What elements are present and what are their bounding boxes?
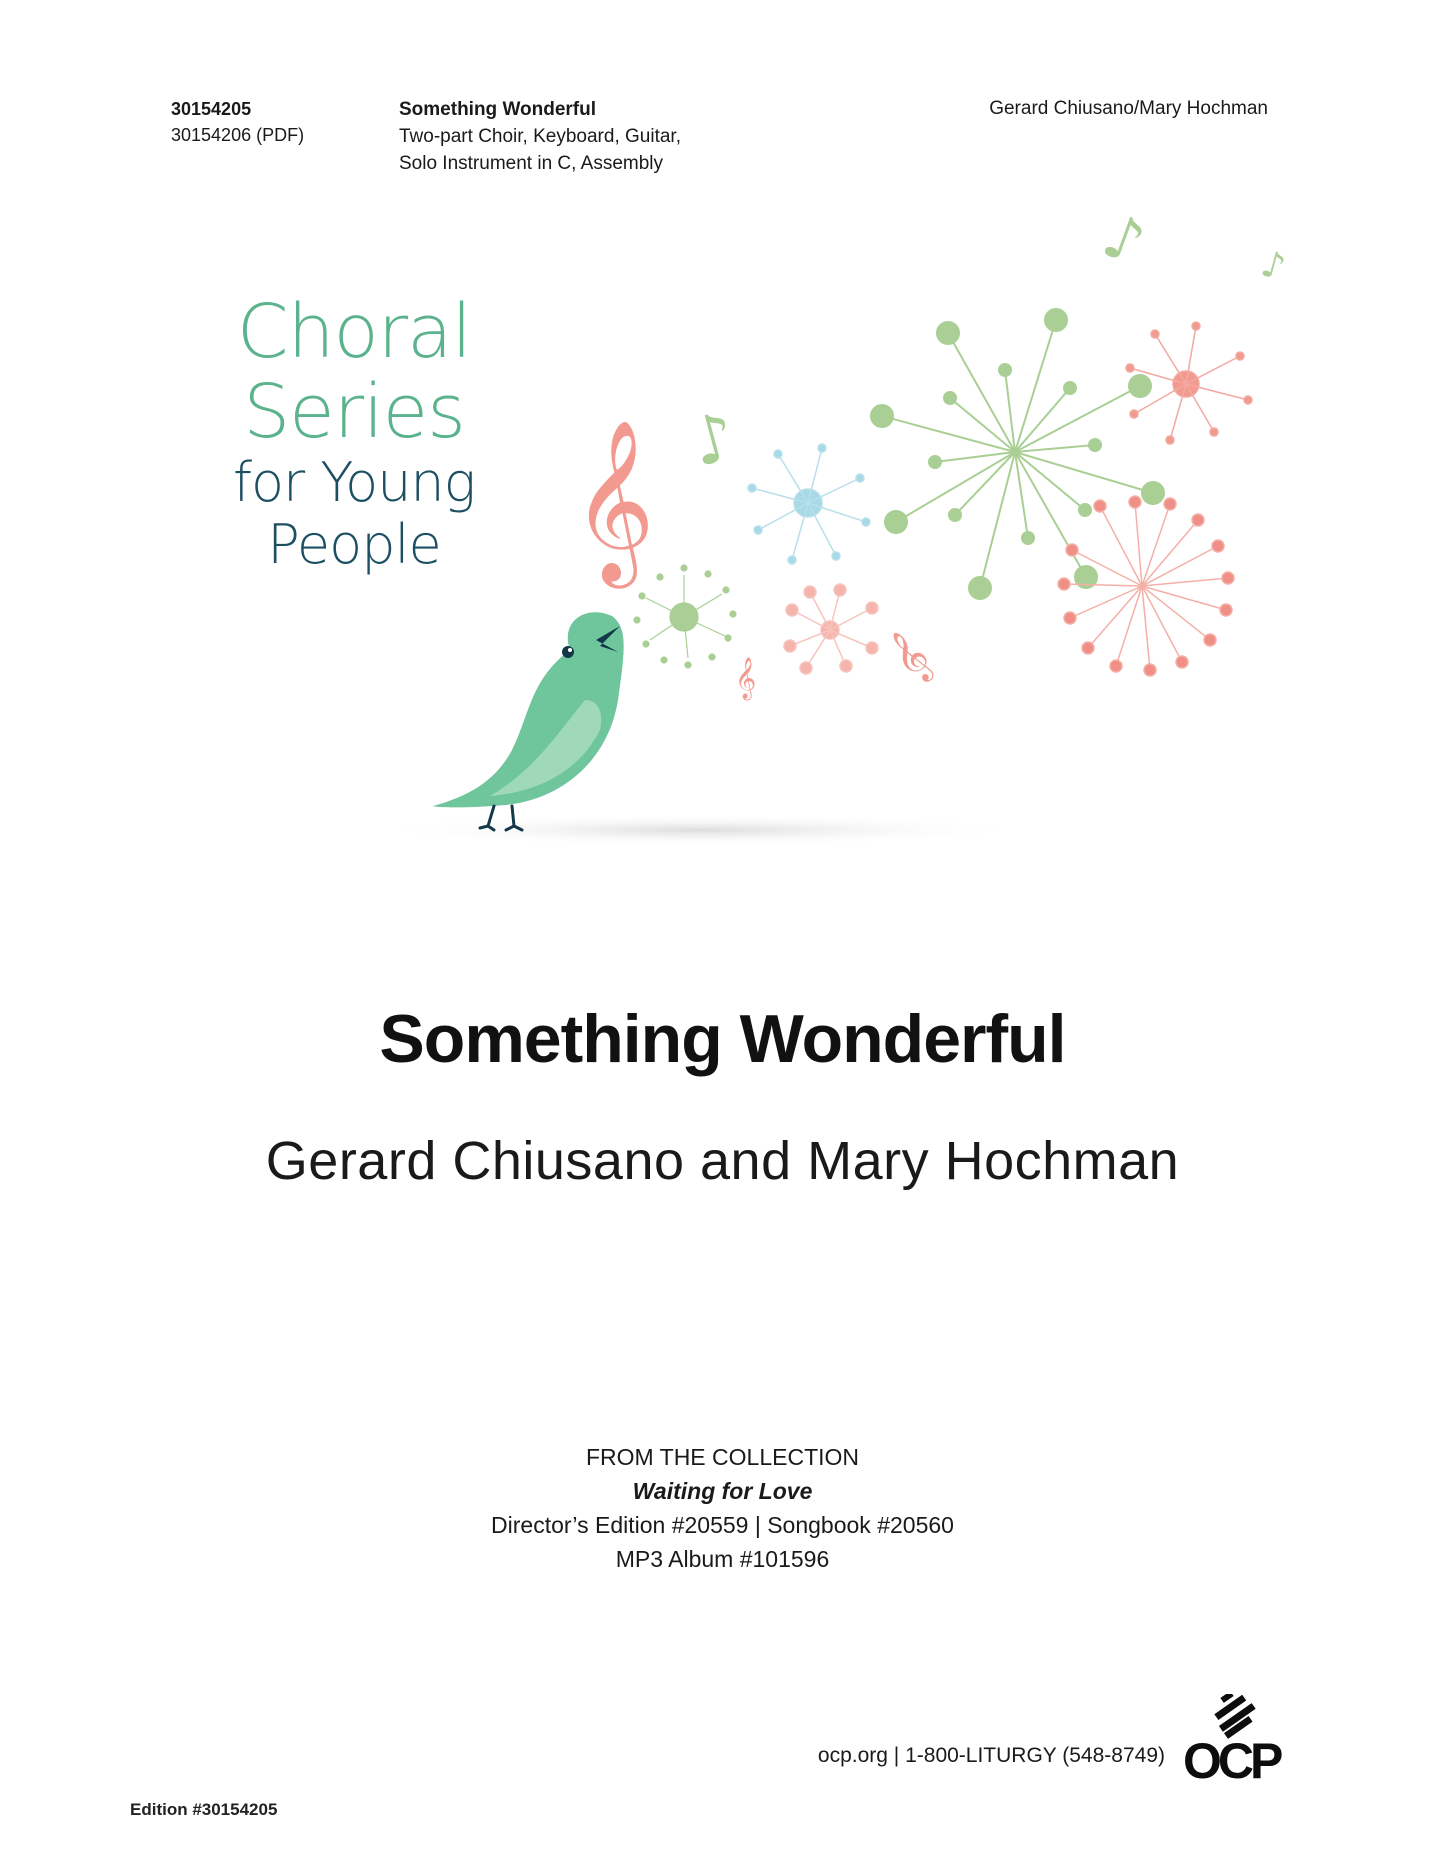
series-line1: Choral	[236, 289, 472, 375]
header-title-block	[399, 96, 681, 177]
header-authors: Gerard Chiusano/Mary Hochman	[989, 98, 1268, 119]
collection-label: FROM THE COLLECTION	[585, 1444, 860, 1470]
main-authors: Gerard Chiusano and Mary Hochman	[265, 1131, 1180, 1191]
svg-text:𝄞: 𝄞	[735, 658, 757, 699]
firework-burst-icon	[784, 584, 878, 674]
series-line2: Series	[243, 369, 465, 455]
svg-text:♪: ♪	[682, 396, 744, 483]
ocp-logo-text: OCP	[1183, 1733, 1280, 1789]
header-title: Something Wonderful	[399, 99, 597, 120]
bird-icon	[433, 612, 624, 830]
firework-burst-icon	[871, 309, 1164, 599]
header-desc-line1: Two-part Choir, Keyboard, Guitar,	[399, 126, 681, 147]
header-codes	[171, 96, 304, 148]
music-note-icon	[1257, 243, 1290, 289]
treble-clef-icon	[735, 657, 756, 700]
svg-text:♪: ♪	[1093, 200, 1154, 280]
cover-illustration	[400, 200, 1300, 860]
svg-text:𝄞: 𝄞	[879, 625, 940, 689]
series-line4: People	[267, 513, 441, 576]
main-title: Something Wonderful	[379, 1001, 1066, 1077]
svg-text:𝄞: 𝄞	[572, 419, 655, 582]
collection-name: Waiting for Love	[632, 1478, 813, 1504]
collection-editions: Director’s Edition #20559 | Songbook #20560	[491, 1512, 954, 1538]
contact-info: ocp.org | 1-800-LITURGY (548-8749)	[817, 1744, 1165, 1767]
music-note-icon	[683, 397, 744, 482]
collection-album: MP3 Album #101596	[615, 1546, 830, 1572]
collection-info	[0, 1440, 1445, 1576]
series-line3: for Young	[232, 451, 476, 514]
treble-clef-icon	[879, 625, 941, 691]
music-note-icon	[1094, 200, 1154, 279]
header-desc-line2: Solo Instrument in C, Assembly	[399, 153, 663, 174]
print-code: 30154205	[171, 99, 252, 119]
firework-burst-icon	[748, 444, 870, 564]
pdf-code: 30154206 (PDF)	[171, 125, 305, 145]
svg-text:♪: ♪	[1256, 243, 1290, 289]
edition-number: Edition #30154205	[130, 1800, 278, 1819]
treble-clef-icon	[572, 419, 655, 589]
